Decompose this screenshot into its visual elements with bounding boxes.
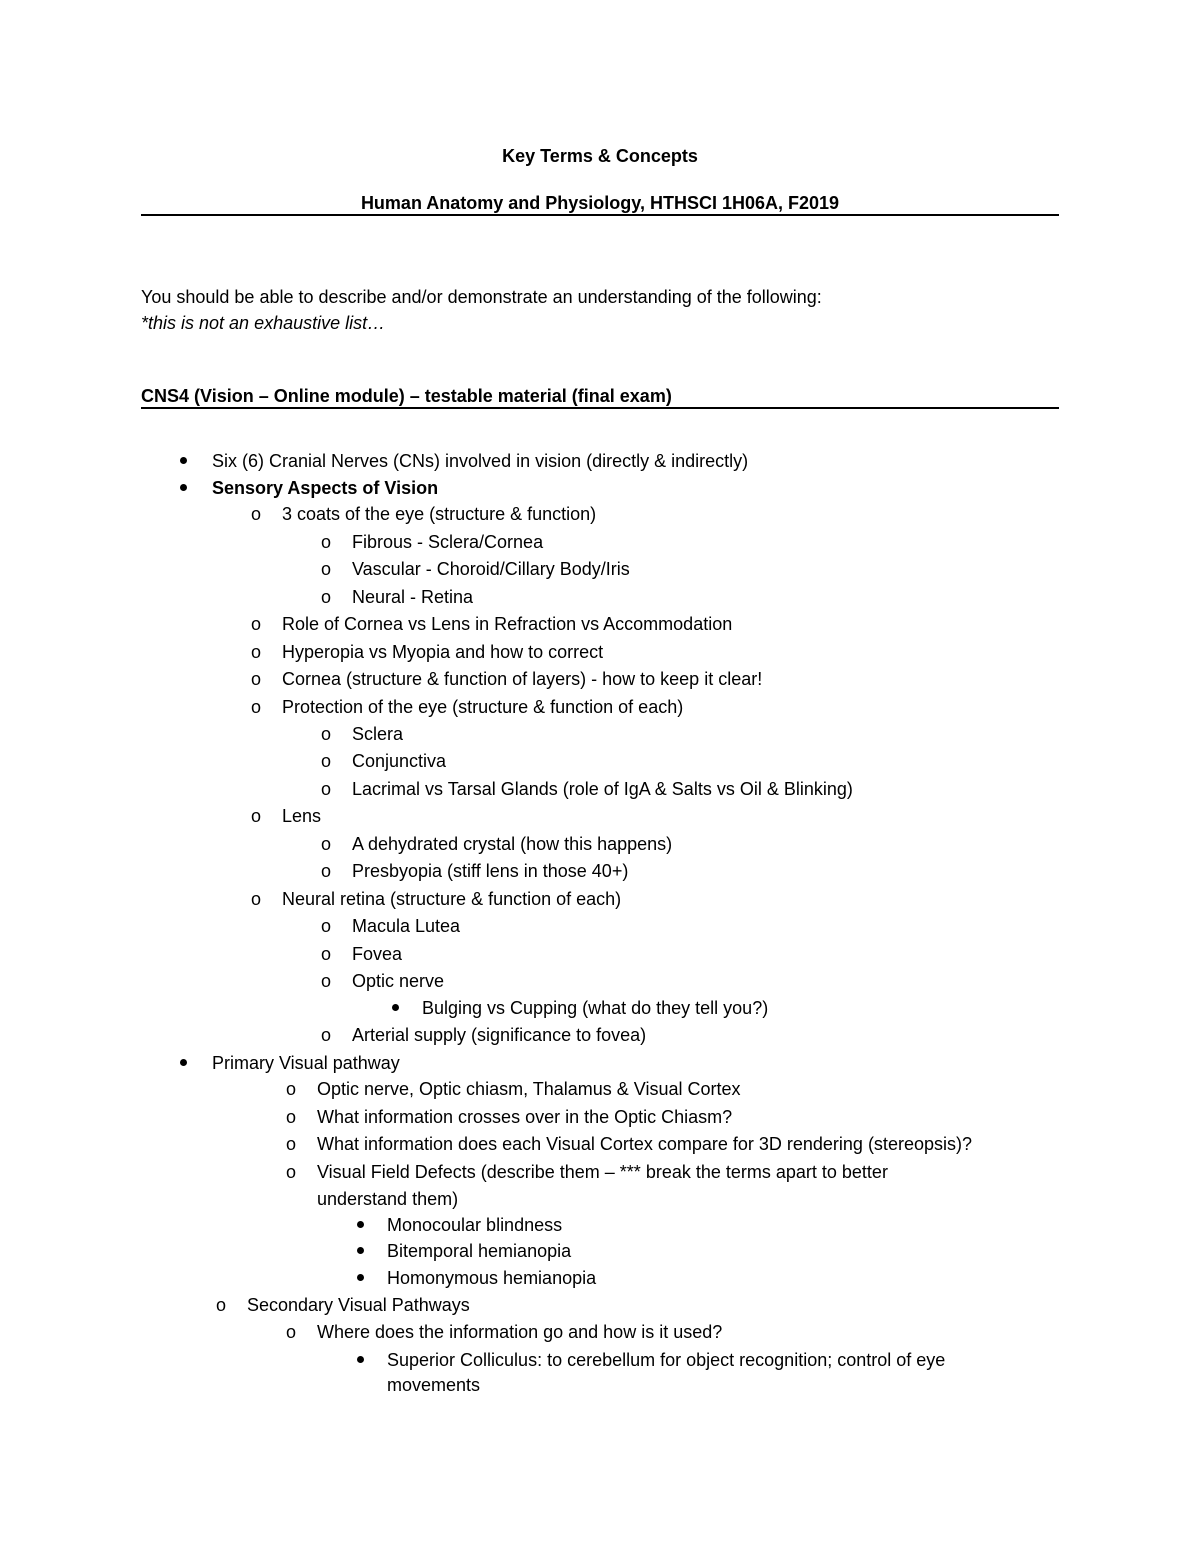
circle-bullet-marker: o (250, 504, 261, 524)
circle-bullet-marker: o (285, 1322, 296, 1342)
list-item: Neural retina (structure & function of each) (282, 889, 622, 909)
circle-bullet-marker: o (320, 559, 331, 579)
section-divider (141, 407, 1059, 409)
list-item: Protection of the eye (structure & function of each) (282, 697, 684, 717)
list-item: Homonymous hemianopia (387, 1268, 597, 1288)
list-item: Monocoular blindness (387, 1215, 563, 1235)
list-item: Optic nerve, Optic chiasm, Thalamus & Visual Cortex (317, 1079, 741, 1099)
bullet-icon (357, 1221, 364, 1228)
bullet-icon (392, 1004, 399, 1011)
circle-bullet-marker: o (250, 642, 261, 662)
list-item: Secondary Visual Pathways (247, 1295, 470, 1315)
list-item: What information crosses over in the Optic Chiasm? (317, 1107, 733, 1127)
list-item: Visual Field Defects (describe them – *** break the terms apart to better (317, 1162, 888, 1182)
section-heading: CNS4 (Vision – Online module) – testable material (final exam) (141, 386, 672, 406)
circle-bullet-marker: o (320, 724, 331, 744)
list-item: Arterial supply (significance to fovea) (352, 1025, 647, 1045)
circle-bullet-marker: o (250, 806, 261, 826)
document-title: Key Terms & Concepts (502, 146, 698, 166)
list-item: Vascular - Choroid/Cillary Body/Iris (352, 559, 630, 579)
bullet-icon (180, 457, 187, 464)
list-item: Fibrous - Sclera/Cornea (352, 532, 544, 552)
list-item: Cornea (structure & function of layers) - how to keep it clear! (282, 669, 763, 689)
header-divider (141, 214, 1059, 216)
list-item: Presbyopia (stiff lens in those 40+) (352, 861, 629, 881)
circle-bullet-marker: o (215, 1295, 226, 1315)
bullet-icon (357, 1356, 364, 1363)
list-item: Six (6) Cranial Nerves (CNs) involved in vision (directly & indirectly) (212, 451, 749, 471)
list-item: Superior Colliculus: to cerebellum for object recognition; control of eye (387, 1350, 946, 1370)
list-item: Neural - Retina (352, 587, 474, 607)
list-item: Hyperopia vs Myopia and how to correct (282, 642, 604, 662)
circle-bullet-marker: o (250, 614, 261, 634)
list-item: Bitemporal hemianopia (387, 1241, 572, 1261)
circle-bullet-marker: o (285, 1107, 296, 1127)
bullet-icon (180, 484, 187, 491)
intro-note: *this is not an exhaustive list… (141, 313, 386, 333)
list-item: Optic nerve (352, 971, 445, 991)
circle-bullet-marker: o (285, 1134, 296, 1154)
circle-bullet-marker: o (320, 751, 331, 771)
list-item: Fovea (352, 944, 403, 964)
list-item: A dehydrated crystal (how this happens) (352, 834, 673, 854)
list-item: Lens (282, 806, 322, 826)
circle-bullet-marker: o (320, 1025, 331, 1045)
circle-bullet-marker: o (320, 779, 331, 799)
circle-bullet-marker: o (285, 1079, 296, 1099)
bullet-icon (357, 1247, 364, 1254)
list-item: Role of Cornea vs Lens in Refraction vs Accommodation (282, 614, 733, 634)
circle-bullet-marker: o (320, 532, 331, 552)
intro-text: You should be able to describe and/or demonstrate an understanding of the following: (141, 287, 822, 307)
bullet-icon (357, 1274, 364, 1281)
circle-bullet-marker: o (250, 889, 261, 909)
circle-bullet-marker: o (320, 587, 331, 607)
list-item: Primary Visual pathway (212, 1053, 400, 1073)
circle-bullet-marker: o (250, 697, 261, 717)
list-item: Sensory Aspects of Vision (212, 478, 439, 498)
list-item: understand them) (317, 1189, 459, 1209)
list-item: What information does each Visual Cortex compare for 3D rendering (stereopsis)? (317, 1134, 972, 1154)
list-item: Macula Lutea (352, 916, 461, 936)
bullet-icon (180, 1059, 187, 1066)
circle-bullet-marker: o (320, 944, 331, 964)
list-item: Sclera (352, 724, 404, 744)
list-item: movements (387, 1375, 481, 1395)
list-item: Where does the information go and how is it used? (317, 1322, 723, 1342)
circle-bullet-marker: o (320, 971, 331, 991)
course-subtitle: Human Anatomy and Physiology, HTHSCI 1H06A, F2019 (360, 193, 840, 213)
circle-bullet-marker: o (285, 1162, 296, 1182)
list-item: 3 coats of the eye (structure & function) (282, 504, 597, 524)
list-item: Lacrimal vs Tarsal Glands (role of IgA & Salts vs Oil & Blinking) (352, 779, 853, 799)
circle-bullet-marker: o (320, 834, 331, 854)
circle-bullet-marker: o (250, 669, 261, 689)
list-item: Conjunctiva (352, 751, 447, 771)
circle-bullet-marker: o (320, 861, 331, 881)
circle-bullet-marker: o (320, 916, 331, 936)
list-item: Bulging vs Cupping (what do they tell you?) (422, 998, 769, 1018)
